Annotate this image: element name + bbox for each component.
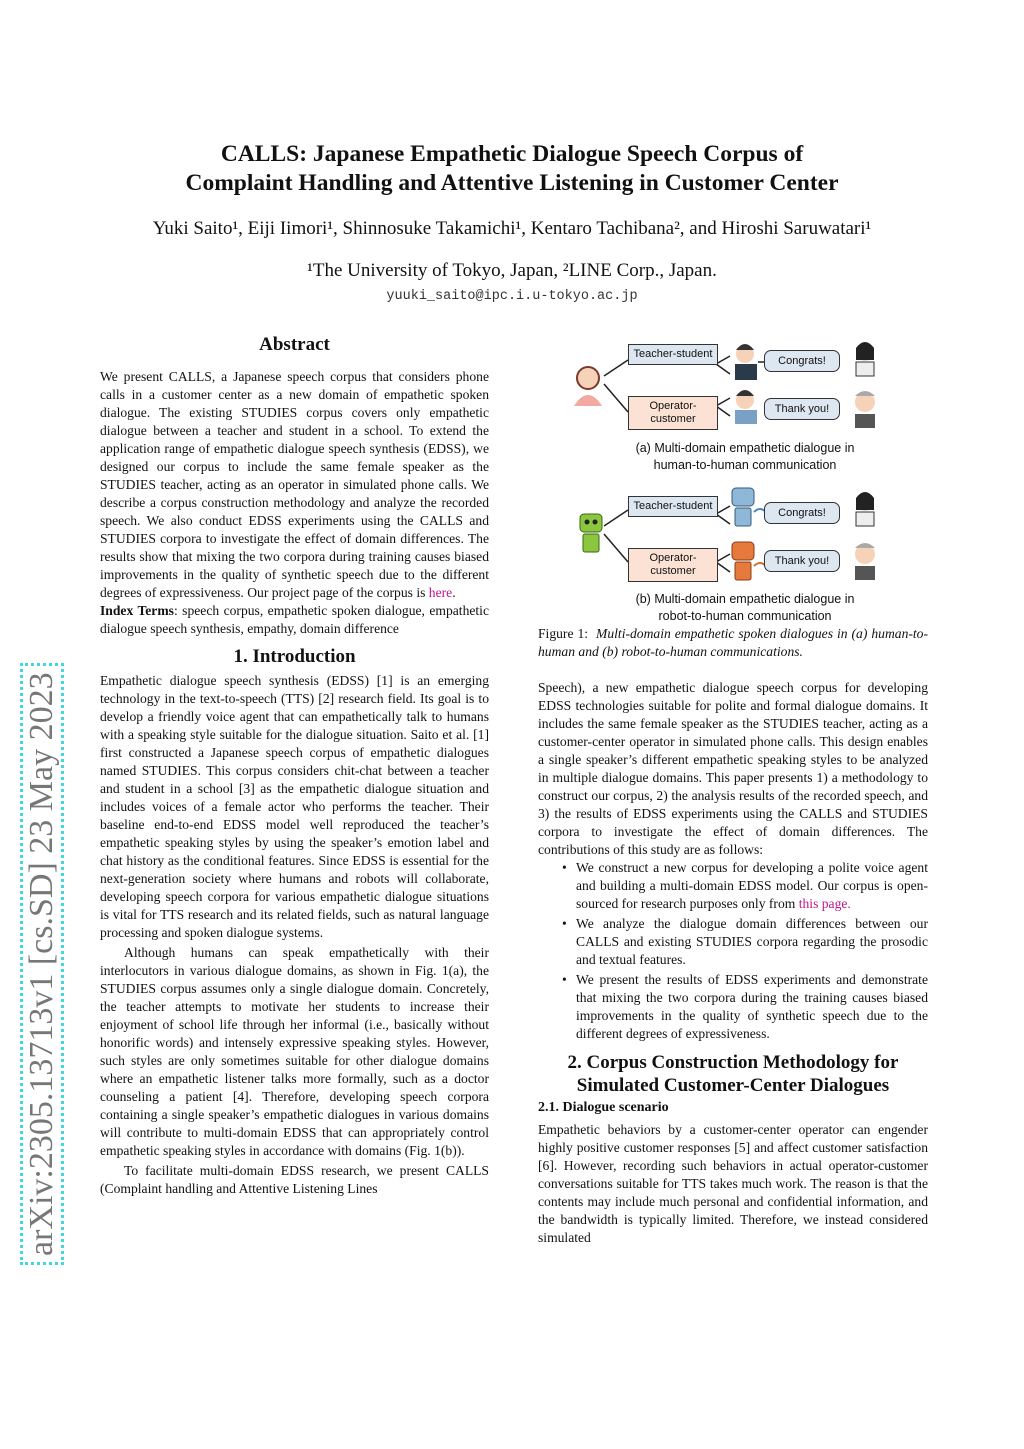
teacher-icon bbox=[735, 344, 757, 380]
list-item: • We analyze the dialogue domain differences between our CALLS and existing STUDIES corpora regarding the prosodic and textual features. bbox=[576, 915, 928, 969]
abstract-text: We present CALLS, a Japanese speech corpus that considers phone calls in a customer center as a new domain of empathetic spoken dialogue. The existing STUDIES corpus covers only empathetic dialogue between a teacher and student in a school. To extend the application range of empathetic dialogue speech synthesis (EDSS), we designed our corpus to include the same female speaker as the STUDIES teacher, acting as an operator in simulated phone calls. We describe a corpus construction methodology and analyze the recorded speech. We also conduct EDSS experiments using the CALLS and STUDIES corpora to investigate the effect of domain differences. The results show that mixing the two corpora during training causes biased improvements in the quality of synthetic speech due to the different degrees of expressiveness. Our project page of the corpus is here. bbox=[100, 369, 489, 600]
authors: Yuki Saito¹, Eiji Iimori¹, Shinnosuke Takamichi¹, Kentaro Tachibana², and Hiroshi Saruwatari¹ bbox=[152, 218, 872, 239]
figure-caption-text: Multi-domain empathetic spoken dialogues in (a) human-to-human and (b) robot-to-human communications. bbox=[538, 626, 928, 659]
list-item: • We present the results of EDSS experiments and demonstrate that mixing the two corpora during the training causes biased improvements in the quality of synthetic speech due to the different degrees of expressiveness. bbox=[576, 971, 928, 1043]
section-2-line-2: Simulated Customer-Center Dialogues bbox=[576, 1075, 890, 1096]
paper-title bbox=[0, 140, 1024, 198]
student-icon-b bbox=[856, 492, 874, 526]
teacher-student-box-b: Teacher-student bbox=[628, 496, 718, 517]
index-terms-text: : speech corpus, empathetic spoken dialogue, empathetic dialogue speech synthesis, empathy, domain difference bbox=[100, 603, 489, 636]
title-line-1: CALLS: Japanese Empathetic Dialogue Speech Corpus of bbox=[220, 141, 804, 167]
operator-icon bbox=[735, 390, 757, 424]
teacher-robot-icon bbox=[732, 488, 754, 526]
operator-robot-icon bbox=[732, 542, 754, 580]
intro-paragraph-3: To facilitate multi-domain EDSS research, we present CALLS (Complaint handling and Attentive Listening Lines bbox=[100, 1163, 489, 1196]
affiliation: ¹The University of Tokyo, Japan, ²LINE Corp., Japan. bbox=[307, 260, 717, 281]
caption-b-line-2: robot-to-human communication bbox=[658, 609, 832, 623]
abstract-heading: Abstract bbox=[259, 334, 330, 355]
thankyou-bubble-b: Thank you! bbox=[764, 550, 840, 572]
list-item bbox=[576, 859, 928, 913]
customer-icon-b bbox=[855, 543, 875, 580]
figure-caption bbox=[538, 625, 928, 661]
congrats-bubble-a: Congrats! bbox=[764, 350, 840, 372]
figure-caption-a bbox=[540, 440, 950, 474]
right-paragraph-1: Speech), a new empathetic dialogue speech corpus for developing EDSS technologies suitable for polite and formal dialogue domains. It includes the same female speaker as the STUDIES teacher, acting as a customer-center operator in simulated phone calls. This design enables a single speaker’s different empathetic speaking styles to be analyzed in multiple dialogue domains. This paper presents 1) a methodology to construct our corpus, 2) the analysis results of the recorded speech, and 3) the results of EDSS experiments using the CALLS and STUDIES corpora to investigate the effect of domain differences. The contributions of this study are as follows: bbox=[538, 680, 928, 857]
teacher-student-box-a: Teacher-student bbox=[628, 344, 718, 365]
index-terms bbox=[100, 602, 489, 638]
intro-heading: 1. Introduction bbox=[233, 646, 356, 667]
abstract-body: We present CALLS, a Japanese speech corpus that considers phone calls in a customer center as a new domain of empathetic spoken dialogue. The existing STUDIES corpus covers only empathetic dialogue between a teacher and student in a school. To extend the application range of empathetic dialogue speech synthesis (EDSS), we designed our corpus to include the same female speaker as the STUDIES teacher, acting as an operator in simulated phone calls. We describe a corpus construction methodology and analyze the recorded speech. We also conduct EDSS experiments using the CALLS and STUDIES corpora to investigate the effect of domain differences. The results show that mixing the two corpora during training causes biased improvements in the quality of synthetic speech due to the different degrees of expressiveness. Our project page of the corpus is bbox=[100, 369, 489, 600]
title-line-2: Complaint Handling and Attentive Listening in Customer Center bbox=[185, 170, 839, 196]
right-paragraph-2: Empathetic behaviors by a customer-center operator can engender highly positive customer responses [5] and affect customer satisfaction [6]. However, recording such behaviors in actual operator-customer conversations suitable for TTS takes much work. The reason is that the contents may include much personal and confidential information, and the bandwidth is typically limited. Therefore, we instead considered simulated bbox=[538, 1122, 928, 1245]
contribution-1: We construct a new corpus for developing a polite voice agent and building a multi-domain EDSS model. Our corpus is open-sourced for research purposes only from bbox=[576, 860, 928, 911]
intro-paragraph-1: Empathetic dialogue speech synthesis (EDSS) [1] is an emerging technology in the text-to-speech (TTS) [2] research field. Its goal is to develop a friendly voice agent that can empathetically talk to humans with a speaking style suitable for the dialogue situation. Saito et al. [1] first constructed a Japanese speech corpus of empathetic dialogues named STUDIES. This corpus considers chit-chat between a teacher and student in a school [3] as the empathetic dialogue situation and includes voices of a female actor who performs the teacher. Their baseline end-to-end EDSS model well reproduced the teacher’s empathetic speaking styles by using the speaker’s emotion label and chat history as the conditional features. Since EDSS is essential for the next-generation society where humans and robots will collaborate, developing speech corpora for various empathetic dialogue situations is vital for TTS research and its related fields, such as natural language processing and spoken dialogue systems. bbox=[100, 673, 489, 940]
congrats-bubble-b: Congrats! bbox=[764, 502, 840, 524]
caption-b-line-1: (b) Multi-domain empathetic dialogue in bbox=[635, 592, 855, 606]
right-column bbox=[538, 625, 928, 1247]
index-terms-label: Index Terms bbox=[100, 603, 174, 618]
customer-icon bbox=[855, 391, 875, 428]
email[interactable]: yuuki_saito@ipc.i.u-tokyo.ac.jp bbox=[386, 289, 638, 304]
subsection-2-1-heading: 2.1. Dialogue scenario bbox=[538, 1100, 669, 1115]
arxiv-identifier: arXiv:2305.13713v1 [cs.SD] 23 May 2023 bbox=[20, 663, 64, 1265]
section-2-heading bbox=[538, 1051, 928, 1097]
robot-icon bbox=[580, 514, 602, 552]
thankyou-bubble-a: Thank you! bbox=[764, 398, 840, 420]
section-2-line-1: 2. Corpus Construction Methodology for bbox=[567, 1052, 899, 1073]
operator-customer-box-b: Operator-customer bbox=[628, 548, 718, 582]
figure-caption-label: Figure 1: bbox=[538, 626, 589, 641]
contributions-list bbox=[538, 859, 928, 1043]
figure-1 bbox=[540, 336, 950, 626]
person-icon bbox=[574, 367, 602, 406]
arrow-icon bbox=[716, 356, 730, 374]
operator-customer-box-a: Operator-customer bbox=[628, 396, 718, 430]
left-column bbox=[100, 336, 489, 1198]
caption-a-line-2: human-to-human communication bbox=[653, 458, 837, 472]
intro-paragraph-2: Although humans can speak empathetically with their interlocutors in various dialogue domains, as shown in Fig. 1(a), the STUDIES corpus assumes only a single dialogue domain. Concretely, the teacher attempts to motivate her students to increase their enjoyment of school life through her informal (i.e., basically without honorific words) and intensely expressive speaking styles. However, such styles are only sometimes suitable for other dialogue domains where an empathetic listener talks more formally, such as a doctor counseling a patient [4]. Therefore, developing speech corpora containing a single speaker’s empathetic dialogues in various domains will contribute to multi-domain EDSS that can appropriately control empathetic speaking styles in accordance with domains (Fig. 1(b)). bbox=[100, 945, 489, 1158]
figure-illustration bbox=[540, 336, 950, 626]
student-icon bbox=[856, 342, 874, 376]
figure-caption-b bbox=[540, 591, 950, 625]
project-page-link[interactable]: here bbox=[428, 585, 453, 600]
this-page-link[interactable]: this page. bbox=[798, 896, 851, 911]
caption-a-line-1: (a) Multi-domain empathetic dialogue in bbox=[635, 441, 855, 455]
